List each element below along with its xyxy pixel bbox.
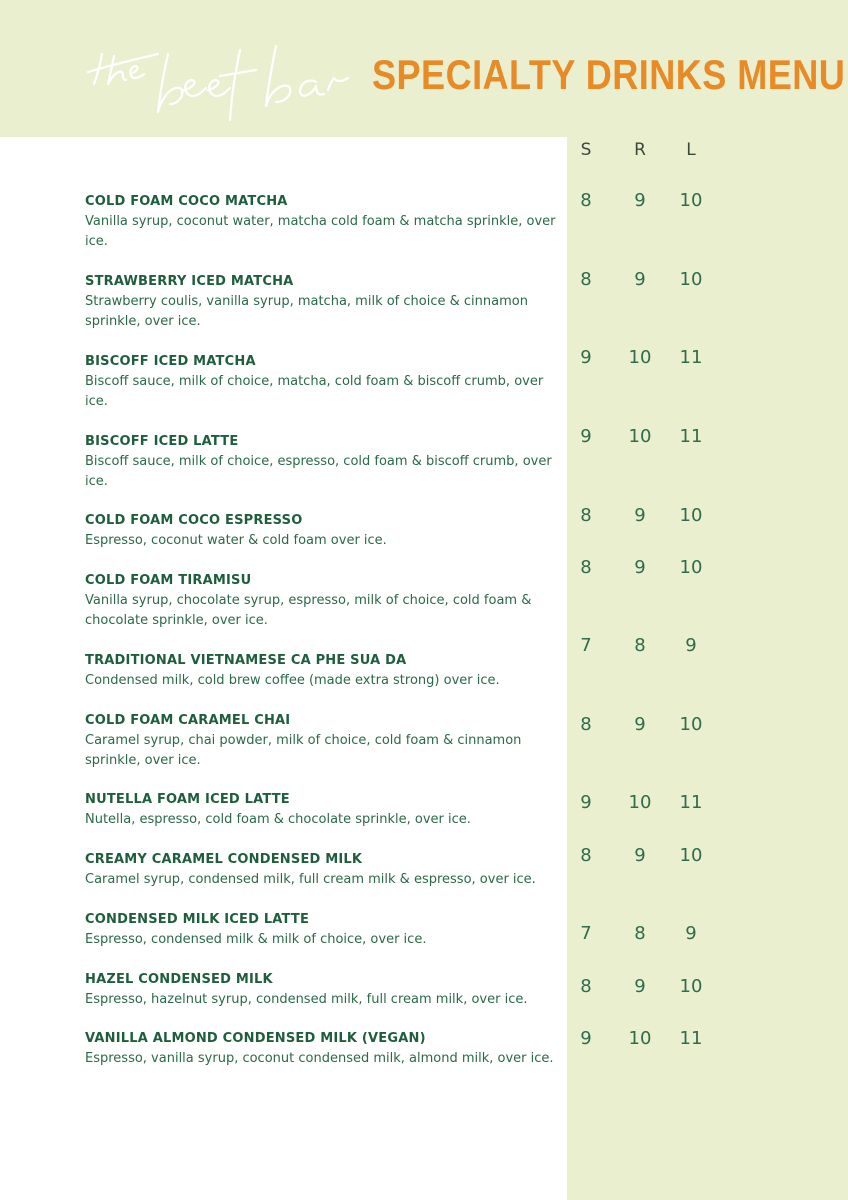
price-small: 9 xyxy=(580,426,592,447)
price-regular: 9 xyxy=(634,505,646,526)
item-description: Biscoff sauce, milk of choice, espresso, cold foam & biscoff crumb, over ice. xyxy=(85,454,552,489)
price-regular: 8 xyxy=(634,923,646,944)
price-large: 10 xyxy=(679,714,703,735)
price-regular: 10 xyxy=(628,792,652,813)
price-large: 11 xyxy=(679,792,703,813)
price-large: 9 xyxy=(685,635,697,656)
price-regular: 10 xyxy=(628,1028,652,1049)
price-large: 10 xyxy=(679,505,703,526)
item-description: Nutella, espresso, cold foam & chocolate sprinkle, over ice. xyxy=(85,812,471,827)
price-small: 9 xyxy=(580,792,592,813)
item-description: Vanilla syrup, chocolate syrup, espresso, milk of choice, cold foam & chocolate sprinkle, over ice. xyxy=(85,593,532,628)
price-large: 10 xyxy=(679,557,703,578)
menu-item xyxy=(85,652,560,691)
menu-item xyxy=(85,971,560,1010)
beet-bar-logo xyxy=(80,30,360,130)
price-large: 11 xyxy=(679,1028,703,1049)
item-description: Espresso, hazelnut syrup, condensed milk, full cream milk, over ice. xyxy=(85,992,528,1007)
price-small: 8 xyxy=(580,190,592,211)
price-small: 8 xyxy=(580,269,592,290)
item-description: Vanilla syrup, coconut water, matcha cold foam & matcha sprinkle, over ice. xyxy=(85,214,556,249)
page-title: SPECIALTY DRINKS MENU xyxy=(372,51,846,98)
price-large: 11 xyxy=(679,426,703,447)
item-description: Espresso, coconut water & cold foam over ice. xyxy=(85,533,387,548)
price-large: 10 xyxy=(679,976,703,997)
menu-item xyxy=(85,791,560,830)
item-description: Espresso, condensed milk & milk of choice, over ice. xyxy=(85,932,427,947)
item-name: VANILLA ALMOND CONDENSED MILK (VEGAN) xyxy=(85,1031,426,1046)
price-regular: 9 xyxy=(634,269,646,290)
item-description: Espresso, vanilla syrup, coconut condensed milk, almond milk, over ice. xyxy=(85,1051,554,1066)
item-name: COLD FOAM TIRAMISU xyxy=(85,573,252,588)
item-name: CONDENSED MILK ICED LATTE xyxy=(85,912,310,927)
size-header-regular: R xyxy=(634,140,646,160)
item-name: NUTELLA FOAM ICED LATTE xyxy=(85,792,290,807)
price-large: 10 xyxy=(679,845,703,866)
price-small: 8 xyxy=(580,845,592,866)
item-description: Strawberry coulis, vanilla syrup, matcha, milk of choice & cinnamon sprinkle, over ice. xyxy=(85,294,528,329)
item-description: Caramel syrup, condensed milk, full cream milk & espresso, over ice. xyxy=(85,872,536,887)
item-description: Biscoff sauce, milk of choice, matcha, cold foam & biscoff crumb, over ice. xyxy=(85,374,544,409)
price-small: 7 xyxy=(580,923,592,944)
price-large: 10 xyxy=(679,269,703,290)
menu-item xyxy=(85,1030,560,1069)
item-name: STRAWBERRY ICED MATCHA xyxy=(85,274,294,289)
size-header-small: S xyxy=(580,140,592,160)
item-name: TRADITIONAL VIETNAMESE CA PHE SUA DA xyxy=(85,653,407,668)
menu-item xyxy=(85,911,560,950)
price-small: 9 xyxy=(580,347,592,368)
menu-item xyxy=(85,193,560,252)
menu-item xyxy=(85,572,560,631)
price-small: 9 xyxy=(580,1028,592,1049)
price-large: 10 xyxy=(679,190,703,211)
price-large: 11 xyxy=(679,347,703,368)
item-name: HAZEL CONDENSED MILK xyxy=(85,972,273,987)
item-name: COLD FOAM CARAMEL CHAI xyxy=(85,713,291,728)
price-regular: 9 xyxy=(634,714,646,735)
item-name: CREAMY CARAMEL CONDENSED MILK xyxy=(85,852,363,867)
price-regular: 9 xyxy=(634,557,646,578)
item-name: COLD FOAM COCO ESPRESSO xyxy=(85,513,303,528)
item-description: Condensed milk, cold brew coffee (made extra strong) over ice. xyxy=(85,673,500,688)
size-header-large: L xyxy=(686,140,696,160)
menu-item xyxy=(85,851,560,890)
item-name: BISCOFF ICED LATTE xyxy=(85,434,239,449)
price-regular: 9 xyxy=(634,845,646,866)
price-small: 8 xyxy=(580,714,592,735)
menu-item xyxy=(85,353,560,412)
price-regular: 8 xyxy=(634,635,646,656)
price-small: 8 xyxy=(580,976,592,997)
menu-item xyxy=(85,433,560,492)
price-large: 9 xyxy=(685,923,697,944)
price-small: 8 xyxy=(580,557,592,578)
menu-item xyxy=(85,712,560,771)
item-description: Caramel syrup, chai powder, milk of choice, cold foam & cinnamon sprinkle, over ice. xyxy=(85,733,522,768)
price-regular: 10 xyxy=(628,426,652,447)
price-small: 7 xyxy=(580,635,592,656)
item-name: BISCOFF ICED MATCHA xyxy=(85,354,256,369)
item-name: COLD FOAM COCO MATCHA xyxy=(85,194,288,209)
price-small: 8 xyxy=(580,505,592,526)
price-regular: 9 xyxy=(634,976,646,997)
menu-item xyxy=(85,273,560,332)
price-regular: 9 xyxy=(634,190,646,211)
price-regular: 10 xyxy=(628,347,652,368)
menu-item xyxy=(85,512,560,551)
